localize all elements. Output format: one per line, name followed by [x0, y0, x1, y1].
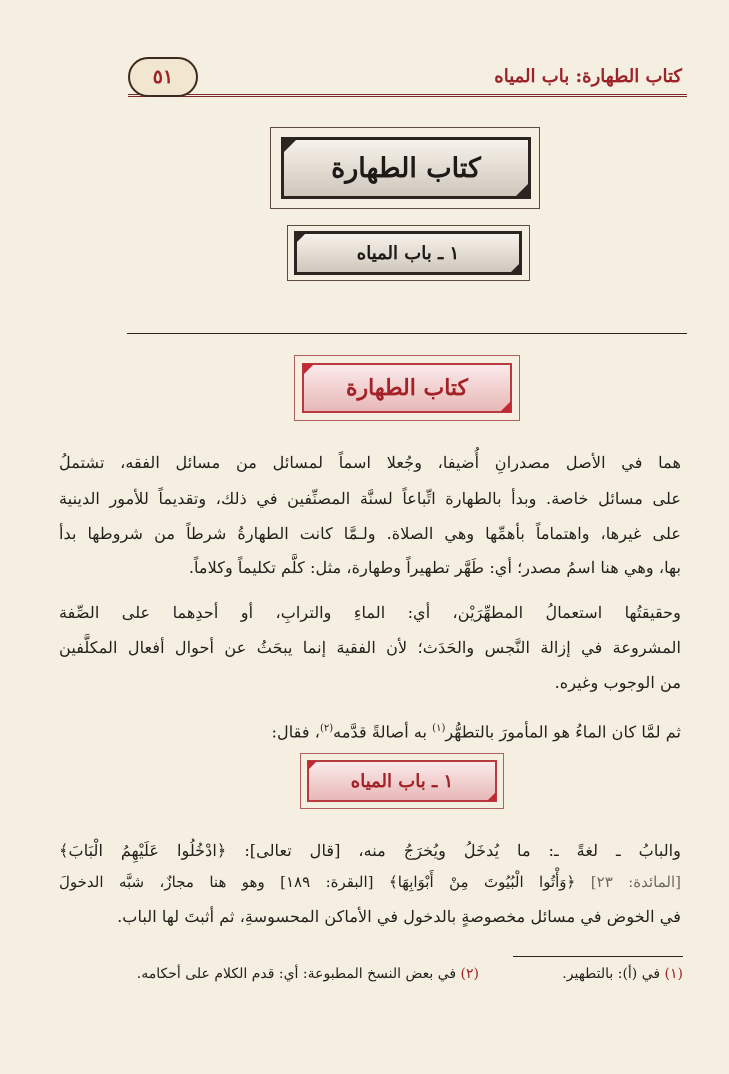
footnote-number: (١) — [664, 966, 683, 982]
footnote-text: في (أ): بالتطهير. — [562, 966, 661, 982]
paragraph-line: هما في الأصل مصدرانِ أُضيفا، وجُعلا اسماً لمسائل من مسائل الفقه، تشتملُ — [59, 453, 681, 472]
corner-ornament — [515, 183, 529, 197]
chapter-title-box — [294, 231, 522, 275]
running-header-title: كتاب الطهارة: باب المياه — [494, 66, 682, 87]
paragraph-line: من الوجوب وغيره. — [554, 673, 681, 692]
commentary-chapter-title-box — [307, 760, 497, 802]
paragraph-text: ، فقال: — [271, 722, 320, 742]
paragraph-line: بها، وهي هنا اسمُ مصدر؛ أي: طَهَّر تطهيراً وطهارة، مثل: كلَّم تكليماً وكلاماً. — [188, 558, 681, 577]
paragraph-line — [59, 839, 681, 863]
commentary-book-title-box — [302, 363, 512, 413]
verse-reference: [المائدة: ٢٣] — [575, 873, 681, 891]
paragraph-line: في الخوض في مسائل مخصوصةٍ بالدخول في الأماكن المحسوسةِ، ثم أثبتَ لها الباب. — [117, 907, 681, 926]
footnote-1 — [562, 966, 683, 982]
footnote-rule — [513, 956, 683, 957]
corner-ornament — [283, 139, 297, 153]
paragraph-text: والبابُ ـ لغةً ـ: ما يُدخَلُ ويُخرَجُ منه، [قال تعالى]: — [226, 841, 681, 860]
paragraph-line: وحقيقتُها استعمالُ المطهِّرَيْن، أي: الماءِ والترابِ، أو أحدِهما على الصِّفة — [59, 603, 681, 622]
paragraph-text: ثم لمَّا كان الماءُ هو المأمورَ بالتطهُّر — [445, 722, 681, 742]
corner-ornament — [500, 401, 511, 412]
corner-ornament — [308, 761, 317, 770]
page-number: ٥١ — [128, 57, 198, 97]
corner-ornament — [303, 364, 314, 375]
paragraph-line: على غيرها، واهتماماً بأهمِّها وهي الصلاة. ولـمَّا كانت الطهارةُ شرطاً من شروطها بدأ — [59, 524, 681, 543]
book-title-box — [281, 137, 531, 199]
quran-verse: ﴿وَأْتُوا الْبُيُوتَ مِنْ أَبْوَابِهَا﴾ — [388, 873, 576, 891]
section-divider — [127, 333, 687, 334]
paragraph-line: على مسائل خاصة. وبدأ بالطهارة اتِّباعاً لسنَّة المصنِّفين في ذلك، وتقديماً للأمور الدينية — [59, 489, 681, 508]
commentary-book-title: كتاب الطهارة — [345, 375, 469, 401]
header-rule — [128, 94, 687, 97]
corner-ornament — [296, 233, 306, 243]
footnote-marker: (٢) — [319, 723, 334, 734]
paragraph-text: [البقرة: ١٨٩] وهو هنا مجازٌ، شبَّه الدخولَ — [59, 873, 389, 891]
book-title: كتاب الطهارة — [331, 152, 481, 184]
paragraph-line — [59, 870, 681, 894]
paragraph-line — [59, 717, 681, 744]
corner-ornament — [510, 263, 520, 273]
paragraph-line: المشروعة في إزالة النَّجس والحَدَث؛ لأن الفقيهَ إنما يبحَثُ عن أحوال أفعال المكلَّفين — [59, 638, 681, 657]
footnote-2 — [137, 966, 479, 982]
corner-ornament — [487, 792, 496, 801]
footnote-text: في بعض النسخ المطبوعة: أي: قدم الكلام على أحكامه. — [136, 966, 457, 982]
commentary-chapter-title: ١ ـ باب المياه — [350, 770, 454, 792]
quran-verse: ﴿ادْخُلُوا عَلَيْهِمُ الْبَابَ﴾ — [59, 841, 227, 860]
chapter-title: ١ ـ باب المياه — [356, 242, 460, 264]
paragraph-text: به أصالةً قدَّمه — [333, 722, 433, 742]
footnote-number: (٢) — [460, 966, 479, 982]
footnote-marker: (١) — [432, 723, 446, 734]
